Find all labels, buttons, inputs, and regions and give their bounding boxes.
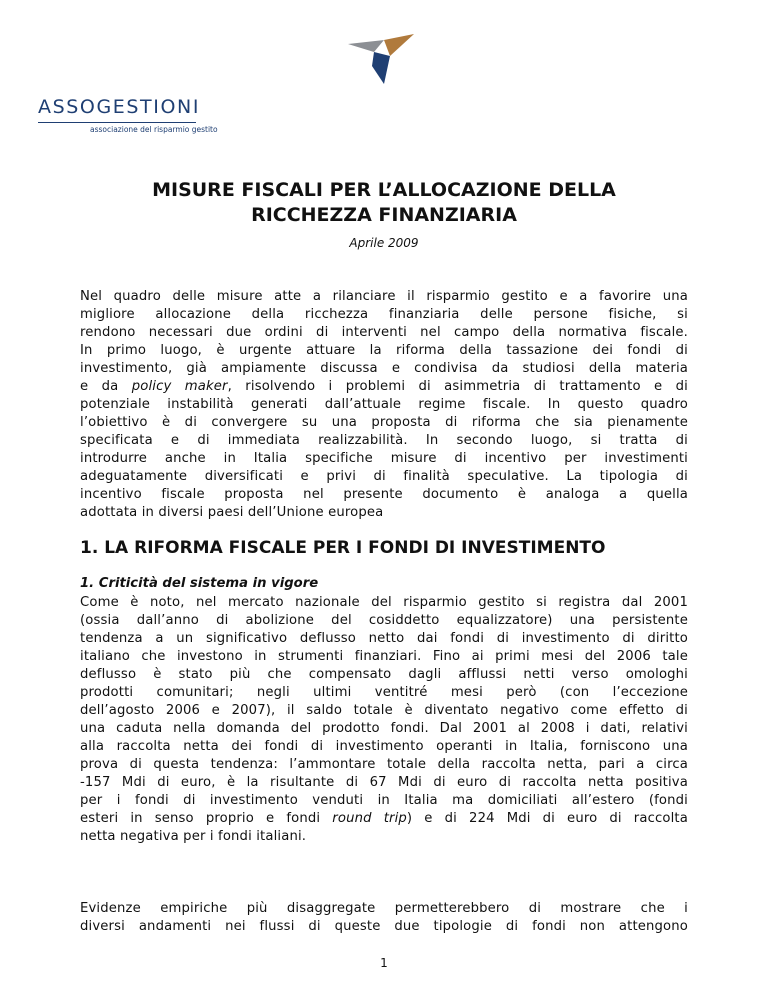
text-line: prodotti comunitari; negli ultimi ventitré mesi però (con l’eccezione: [80, 685, 688, 700]
logo-divider: [38, 122, 196, 123]
title-line-1: MISURE FISCALI PER L’ALLOCAZIONE DELLA: [152, 179, 616, 201]
text-line: specificata e di immediata realizzabilità. In secondo luogo, si tratta di: [80, 433, 688, 448]
text-line: Evidenze empiriche più disaggregate permetterebbero di mostrare che i: [80, 901, 688, 916]
text-line: potenziale instabilità generati dall’attuale regime fiscale. In questo quadro: [80, 397, 688, 412]
text-line: prova di questa tendenza: l’ammontare totale della raccolta netta, pari a circa: [80, 757, 688, 772]
document-date: Aprile 2009: [349, 236, 419, 250]
text-line: deflusso è stato più che compensato dagli afflussi netti verso omologhi: [80, 667, 688, 682]
text-line: per i fondi di investimento venduti in Italia ma domiciliati all’estero (fondi: [80, 793, 688, 808]
text-line: diversi andamenti nei flussi di queste due tipologie di fondi non attengono: [80, 919, 688, 934]
title-line-2: RICCHEZZA FINANZIARIA: [251, 204, 517, 226]
text-line: introdurre anche in Italia specifiche misure di incentivo per investimenti: [80, 451, 688, 466]
section-heading: 1. LA RIFORMA FISCALE PER I FONDI DI INVESTIMENTO: [80, 538, 606, 558]
logo-wordmark: ASSOGESTIONI: [38, 96, 201, 118]
section-paragraph-continued: [80, 900, 688, 936]
text-line: Nel quadro delle misure atte a rilanciare il risparmio gestito e a favorire una: [80, 289, 688, 304]
text-line: dell’agosto 2006 e 2007), il saldo totale è diventato negativo come effetto di: [80, 703, 688, 718]
text-line: migliore allocazione della ricchezza finanziaria delle persone fisiche, si: [80, 307, 688, 322]
text-line: investimento, già ampiamente discussa e condivisa da studiosi della materia: [80, 361, 688, 376]
star-emblem-icon: [344, 30, 416, 86]
text-line: l’obiettivo è di convergere su una proposta di riforma che sia pienamente: [80, 415, 688, 430]
text-line: e da policy maker, risolvendo i problemi di asimmetria di trattamento e di: [80, 379, 688, 394]
intro-paragraph: [80, 288, 688, 522]
document-title: [0, 178, 768, 228]
text-line: rendono necessari due ordini di interventi nel campo della normativa fiscale.: [80, 325, 688, 340]
text-line: Come è noto, nel mercato nazionale del risparmio gestito si registra dal 2001: [80, 595, 688, 610]
text-line: alla raccolta netta dei fondi di investimento operanti in Italia, forniscono una: [80, 739, 688, 754]
emphasis: policy maker: [131, 379, 228, 394]
text-line: (ossia dall’anno di abolizione del cosiddetto equalizzatore) una persistente: [80, 613, 688, 628]
text-line: In primo luogo, è urgente attuare la riforma della tassazione dei fondi di: [80, 343, 688, 358]
logo-tagline: associazione del risparmio gestito: [90, 125, 218, 134]
text-line: una caduta nella domanda del prodotto fondi. Dal 2001 al 2008 i dati, relativi: [80, 721, 688, 736]
section-paragraph: [80, 594, 688, 846]
text-line: adeguatamente diversificati e privi di finalità speculative. La tipologia di: [80, 469, 688, 484]
page-number: 1: [380, 956, 388, 970]
section-subheading: 1. Criticità del sistema in vigore: [80, 576, 319, 591]
text-line: incentivo fiscale proposta nel presente documento è analoga a quella: [80, 487, 688, 502]
text-line: italiano che investono in strumenti finanziari. Fino ai primi mesi del 2006 tale: [80, 649, 688, 664]
text-line: esteri in senso proprio e fondi round trip) e di 224 Mdi di euro di raccolta: [80, 811, 688, 826]
text-line: tendenza a un significativo deflusso netto dai fondi di investimento di diritto: [80, 631, 688, 646]
text-line: -157 Mdi di euro, è la risultante di 67 Mdi di euro di raccolta netta positiva: [80, 775, 688, 790]
text-line: adottata in diversi paesi dell’Unione europea: [80, 505, 384, 520]
text-line: netta negativa per i fondi italiani.: [80, 829, 307, 844]
emphasis: round trip: [332, 811, 407, 826]
